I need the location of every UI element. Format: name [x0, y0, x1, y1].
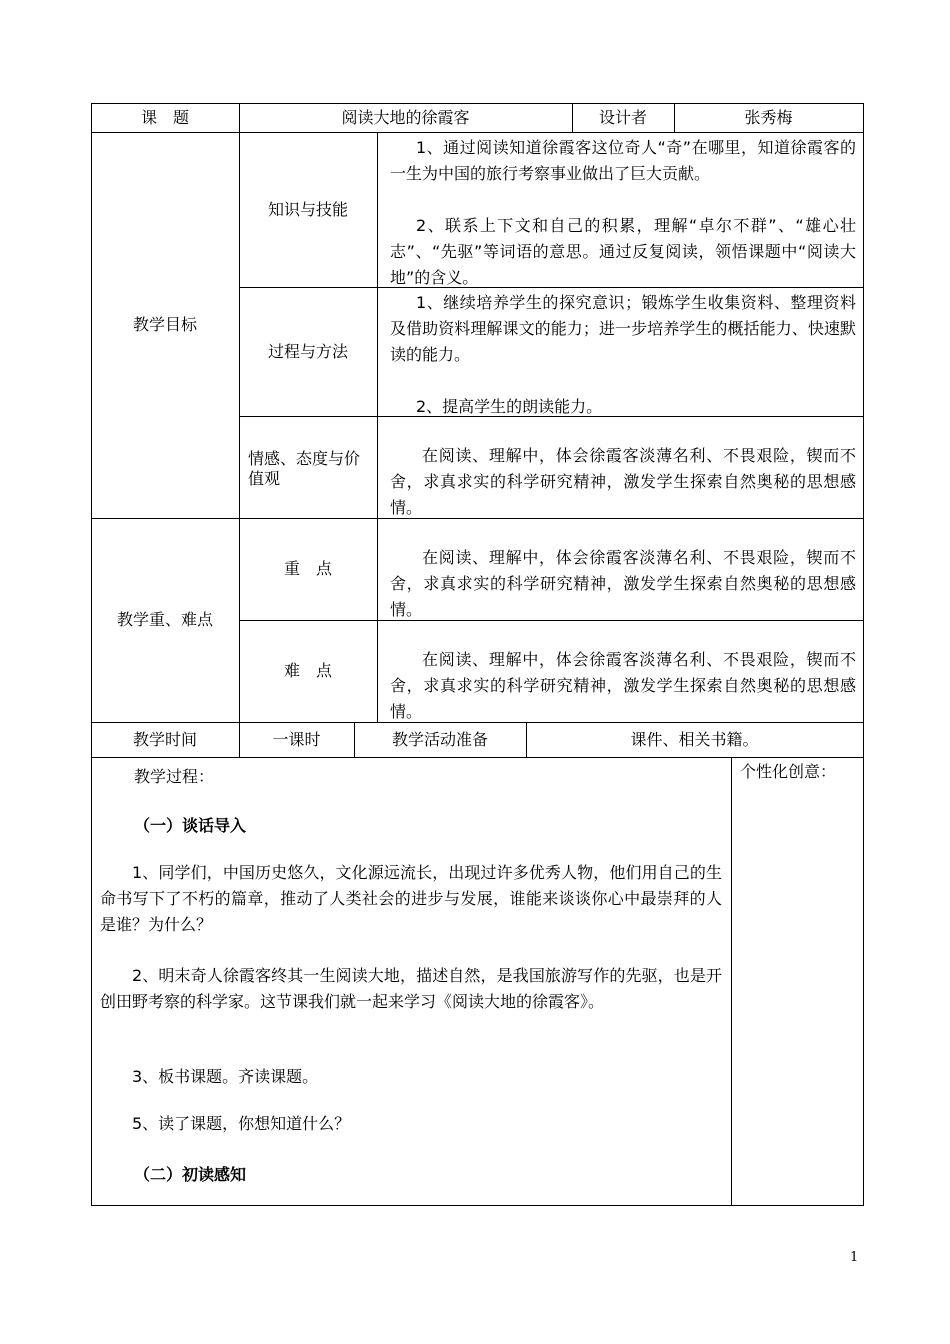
- method-text-2: 2、提高学生的朗读能力。: [416, 397, 603, 416]
- topic-value: 阅读大地的徐霞客: [341, 107, 470, 127]
- time-value: 一课时: [272, 729, 321, 749]
- topic-label: 课 题: [140, 107, 189, 127]
- knowledge-label: 知识与技能: [267, 199, 348, 219]
- prep-value: 课件、相关书籍。: [630, 729, 759, 749]
- objectives-label: 教学目标: [132, 315, 197, 334]
- focus-label: 教学重、难点: [116, 610, 213, 629]
- process-title: 教学过程：: [134, 767, 215, 786]
- section-heading-1: （一）谈话导入: [134, 816, 247, 835]
- prep-label: 教学活动准备: [391, 729, 488, 749]
- page-number: 1: [850, 1250, 859, 1265]
- emotion-label: 情感、态度与价值观: [248, 449, 361, 488]
- time-label: 教学时间: [132, 729, 197, 749]
- designer-label: 设计者: [598, 107, 647, 127]
- creative-label: 个性化创意：: [740, 762, 837, 781]
- difficult-point-label: 难 点: [283, 661, 332, 680]
- process-item-2: 2、明末奇人徐霞客终其一生阅读大地，描述自然，是我国旅游写作的先驱，也是开创田野考察的科学家。这节课我们就一起来学习《阅读大地的徐霞客》。: [100, 966, 722, 1011]
- method-text-1: 1、继续培养学生的探究意识；锻炼学生收集资料、整理资料及借助资料理解课文的能力；进一步培养学生的概括能力、快速默读的能力。: [390, 293, 856, 364]
- difficult-point-text: 在阅读、理解中，体会徐霞客淡薄名利、不畏艰险，锲而不舍，求真求实的科学研究精神，激发学生探索自然奥秘的思想感情。: [390, 650, 856, 721]
- method-label: 过程与方法: [267, 341, 348, 361]
- key-point-label: 重 点: [283, 559, 332, 578]
- knowledge-text-2: 2、联系上下文和自己的积累，理解“卓尔不群”、“雄心壮志”、“先驱”等词语的意思。通过反复阅读，领悟课题中“阅读大地”的含义。: [390, 216, 856, 287]
- process-item-5: 5、读了课题，你想知道什么？: [132, 1114, 351, 1133]
- emotion-text: 在阅读、理解中，体会徐霞客淡薄名利、不畏艰险，锲而不舍，求真求实的科学研究精神，激发学生探索自然奥秘的思想感情。: [390, 446, 856, 517]
- section-heading-2: （二）初读感知: [134, 1165, 247, 1184]
- knowledge-text-1: 1、通过阅读知道徐霞客这位奇人“奇”在哪里，知道徐霞客的一生为中国的旅行考察事业做出了巨大贡献。: [390, 138, 856, 183]
- key-point-text: 在阅读、理解中，体会徐霞客淡薄名利、不畏艰险，锲而不舍，求真求实的科学研究精神，激发学生探索自然奥秘的思想感情。: [390, 548, 856, 619]
- designer-value: 张秀梅: [744, 107, 793, 127]
- process-item-1: 1、同学们，中国历史悠久，文化源远流长，出现过许多优秀人物，他们用自己的生命书写下了不朽的篇章，推动了人类社会的进步与发展，谁能来谈谈你心中最崇拜的人是谁？为什么？: [100, 863, 722, 934]
- process-item-3: 3、板书课题。齐读课题。: [132, 1067, 319, 1086]
